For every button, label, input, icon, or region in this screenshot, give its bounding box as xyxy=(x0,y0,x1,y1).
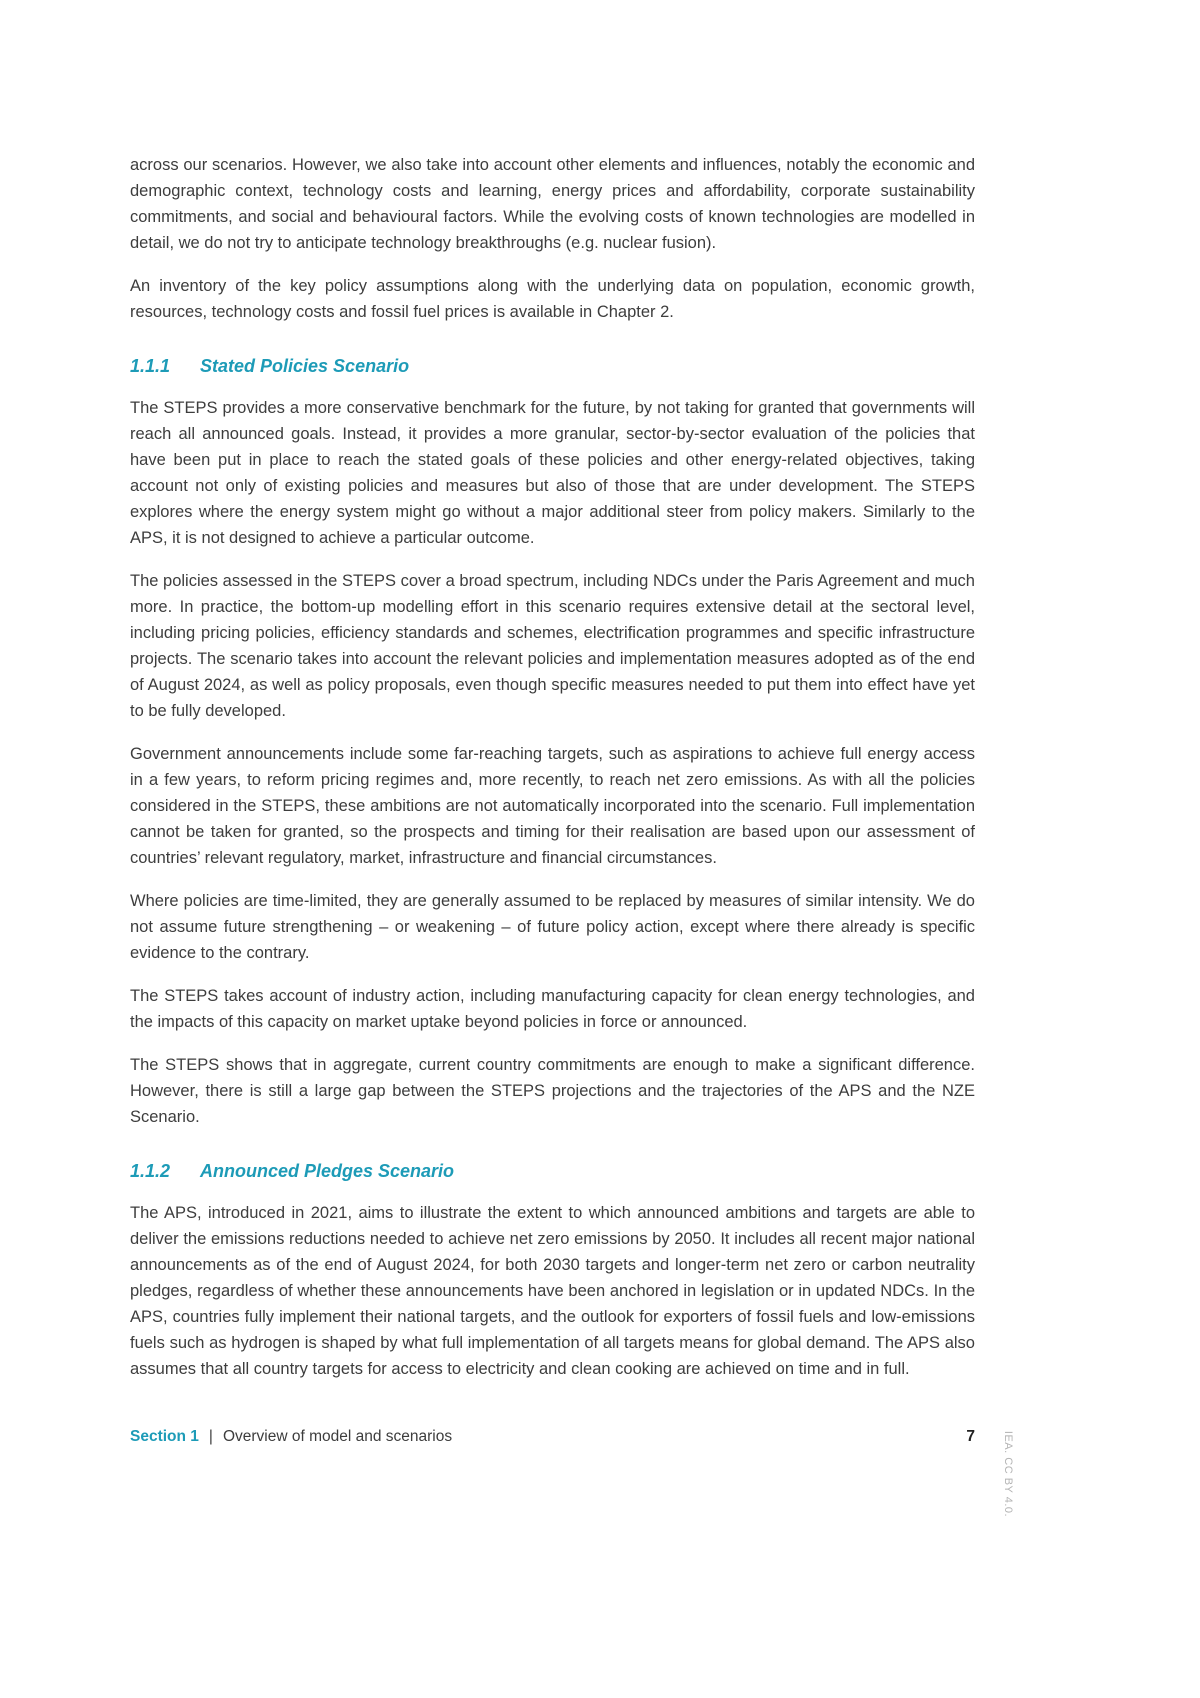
body-paragraph: Government announcements include some far-reaching targets, such as aspirations to achieve full energy access in a few years, to reform pricing regimes and, more recently, to reach net zero emissions. As with all the policies considered in the STEPS, these ambitions are not automatically incorporated into the scenario. Full implementation cannot be taken for granted, so the prospects and timing for their realisation are based upon our assessment of countries’ relevant regulatory, market, infrastructure and financial circumstances. xyxy=(130,745,975,867)
section-title: Stated Policies Scenario xyxy=(200,356,410,376)
body-paragraph: The APS, introduced in 2021, aims to illustrate the extent to which announced ambitions and targets are able to deliver the emissions reductions needed to achieve net zero emissions by 2050. It includes all recent major national announcements as of the end of August 2024, for both 2030 targets and longer-term net zero or carbon neutrality pledges, regardless of whether these announcements have been anchored in legislation or in updated NDCs. In the APS, countries fully implement their national targets, and the outlook for exporters of fossil fuels and low-emissions fuels such as hydrogen is shaped by what full implementation of all targets means for global demand. The APS also assumes that all country targets for access to electricity and clean cooking are achieved on time and in full. xyxy=(130,1204,975,1378)
body-paragraph: The STEPS provides a more conservative benchmark for the future, by not taking for granted that governments will reach all announced goals. Instead, it provides a more granular, sector-by-sector evaluation of the policies that have been put in place to reach the stated goals of these policies and other energy-related objectives, taking account not only of existing policies and measures but also of those that are under development. The STEPS explores where the energy system might go without a major additional steer from policy makers. Similarly to the APS, it is not designed to achieve a particular outcome. xyxy=(130,399,975,547)
license-side-note: IEA. CC BY 4.0. xyxy=(1002,1430,1014,1518)
body-paragraph: An inventory of the key policy assumptions along with the underlying data on population, economic growth, resources, technology costs and fossil fuel prices is available in Chapter 2. xyxy=(130,277,975,321)
footer-separator: | xyxy=(208,1428,213,1445)
footer-chapter-title: Overview of model and scenarios xyxy=(222,1428,453,1445)
body-paragraph: Where policies are time-limited, they are generally assumed to be replaced by measures of similar intensity. We do not assume future strengthening – or weakening – of future policy action, except where there already is specific evidence to the contrary. xyxy=(130,892,975,962)
section-number: 1.1.2 xyxy=(130,1161,171,1181)
section-title: Announced Pledges Scenario xyxy=(200,1161,455,1181)
page-number: 7 xyxy=(966,1428,975,1445)
footer-section-label: Section 1 xyxy=(130,1428,199,1445)
section-number: 1.1.1 xyxy=(130,356,171,376)
body-paragraph: The policies assessed in the STEPS cover a broad spectrum, including NDCs under the Paris Agreement and much more. In practice, the bottom-up modelling effort in this scenario requires extensive detail at the sectoral level, including pricing policies, efficiency standards and schemes, electrification programmes and specific infrastructure projects. The scenario takes into account the relevant policies and implementation measures adopted as of the end of August 2024, as well as policy proposals, even though specific measures needed to put them into effect have yet to be fully developed. xyxy=(130,572,975,720)
page-content xyxy=(130,152,975,1399)
section-heading-1-1-1 xyxy=(130,356,975,377)
body-paragraph: The STEPS shows that in aggregate, current country commitments are enough to make a significant difference. However, there is still a large gap between the STEPS projections and the trajectories of the APS and the NZE Scenario. xyxy=(130,1056,975,1126)
page-footer xyxy=(130,1428,975,1446)
body-paragraph: across our scenarios. However, we also take into account other elements and influences, notably the economic and demographic context, technology costs and learning, energy prices and affordability, corporate sustainability commitments, and social and behavioural factors. While the evolving costs of known technologies are modelled in detail, we do not try to anticipate technology breakthroughs (e.g. nuclear fusion). xyxy=(130,156,975,252)
section-heading-1-1-2 xyxy=(130,1161,975,1182)
body-paragraph: The STEPS takes account of industry action, including manufacturing capacity for clean energy technologies, and the impacts of this capacity on market uptake beyond policies in force or announced. xyxy=(130,987,975,1031)
